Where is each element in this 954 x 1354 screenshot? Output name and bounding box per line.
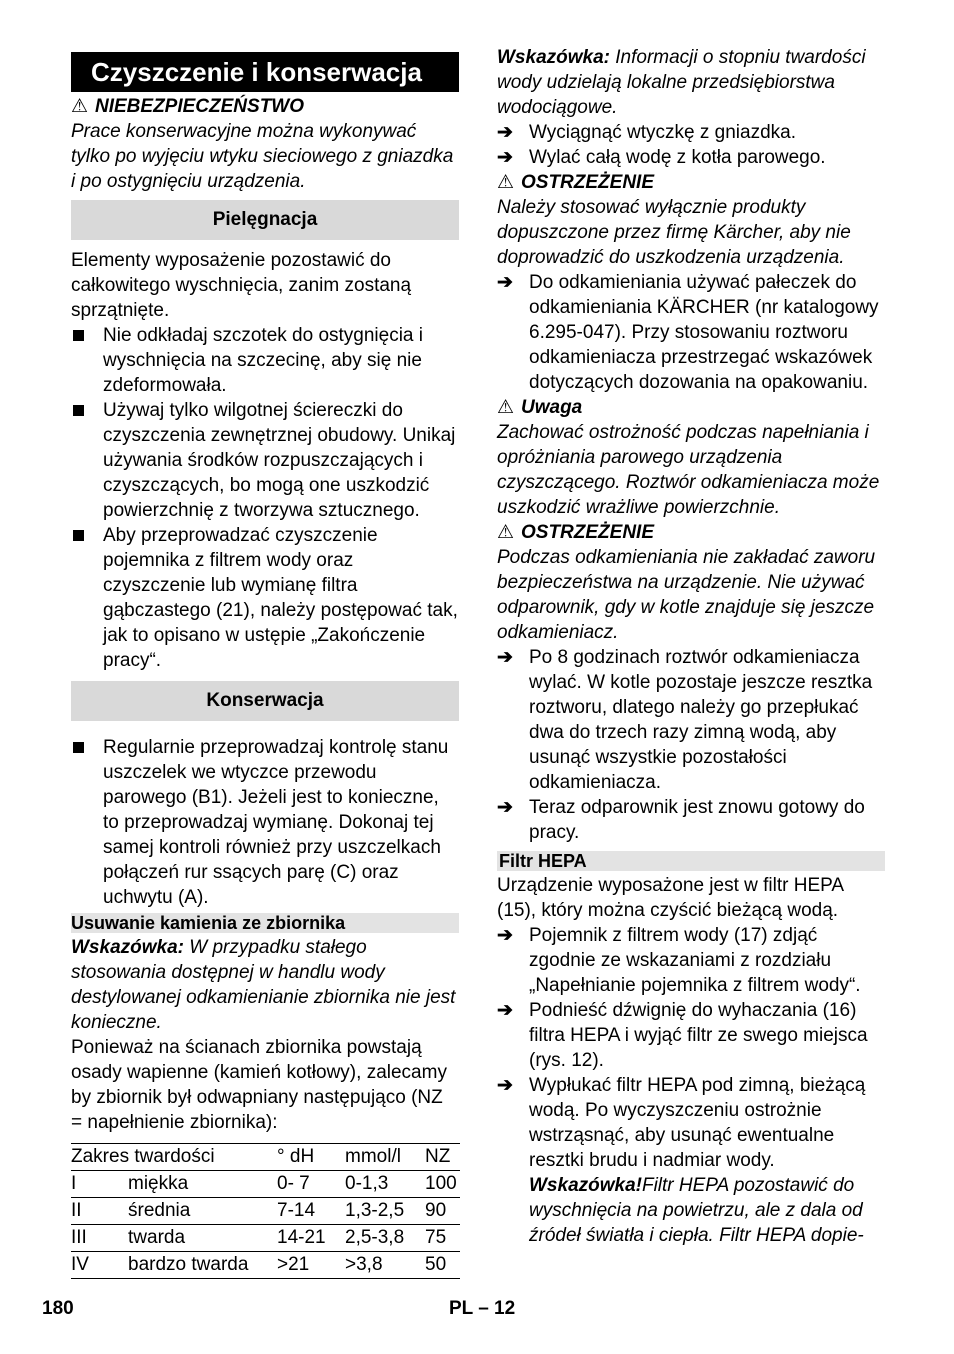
- list-item: ➔ Wyciągnąć wtyczkę z gniazdka.: [497, 122, 796, 143]
- table-row: [71, 1225, 460, 1252]
- table-row: [71, 1171, 460, 1198]
- care-heading: Pielęgnacja: [71, 200, 459, 240]
- square-bullet-icon: [73, 530, 84, 541]
- table-cell: >3,8: [345, 1254, 383, 1275]
- table-header-cell: Zakres twardości: [71, 1146, 215, 1167]
- list-item: Aby przeprowadzać czyszczenie pojemnika z filtrem wody oraz czyszczenie lub wymianę filtra gąbczastego (21), należy postępować tak, jak to opisano w ustępie „Zakończenie pracy“.: [71, 523, 459, 673]
- list-item: ➔ Wypłukać filtr HEPA pod zimną, bieżącą wodą. Po wyczyszczeniu ostrożnie wstrząsnąć, aby usunąć ewentualne resztki brudu i nadmiar wody.: [497, 1075, 866, 1171]
- descaling-heading: Usuwanie kamienia ze zbiornika: [71, 913, 459, 933]
- table-cell: bardzo twarda: [128, 1254, 249, 1275]
- arrow-right-icon: ➔: [497, 147, 513, 168]
- warning-text: Należy stosować wyłącznie produkty dopuszczone przez firmę Kärcher, aby nie doprowadzić do uszkodzenia urządzenia.: [497, 197, 851, 268]
- table-cell: 100: [425, 1173, 457, 1194]
- list-item: Regularnie przeprowadzaj kontrolę stanu uszczelek we wtyczce przewodu parowego (B1). Jeżeli jest to konieczne, to przeprowadzaj wymianę. Dokonaj tej samej kontroli również przy uszczelkach połączeń rur ssących parę (C) oraz uchwytu (A).: [71, 735, 459, 910]
- table-header-row: [71, 1144, 460, 1171]
- warning-triangle-icon: ⚠: [497, 397, 515, 418]
- warning-triangle-icon: ⚠: [497, 522, 515, 543]
- table-cell: 75: [425, 1227, 447, 1248]
- list-item: ➔ Pojemnik z filtrem wody (17) zdjąć zgodnie ze wskazaniami z rozdziału „Napełnianie pojemnika z filtrem wody“.: [497, 925, 861, 996]
- page-label: PL – 12: [449, 1298, 516, 1319]
- table-cell: miękka: [128, 1173, 189, 1194]
- table-header-cell: ° dH: [277, 1146, 315, 1167]
- descaling-note: Wskazówka: W przypadku stałego stosowania dostępnej w handlu wody destylowanej odkamienianie zbiornika nie jest konieczne.: [71, 937, 456, 1033]
- danger-heading: ⚠ NIEBEZPIECZEŃSTWO: [71, 96, 305, 117]
- table-row: [71, 1198, 460, 1225]
- warning-heading: ⚠ OSTRZEŻENIE: [497, 522, 655, 543]
- list-item: Używaj tylko wilgotnej ściereczki do czyszczenia zewnętrznej obudowy. Unikaj używania środków rozpuszczających i czyszczących, bo mogą one uszkodzić powierzchnię z tworzywa sztucznego.: [71, 398, 459, 523]
- hepa-intro: Urządzenie wyposażone jest w filtr HEPA (15), który można czyścić bieżącą wodą.: [497, 875, 844, 921]
- table-cell: 7-14: [277, 1200, 316, 1221]
- caution-text: Zachować ostrożność podczas napełniania i opróżniania parowego urządzenia czyszczącego. Roztwór odkamieniacza może uszkodzić wrażliwe powierzchnie.: [497, 422, 880, 518]
- danger-text: Prace konserwacyjne można wykonywać tylko po wyjęciu wtyku sieciowego z gniazdka i po ostygnięciu urządzenia.: [71, 121, 454, 192]
- arrow-right-icon: ➔: [497, 122, 513, 143]
- table-cell: 90: [425, 1200, 447, 1221]
- hardness-hint: Wskazówka: Informacji o stopniu twardości wody udzielają lokalne przedsiębiorstwa wodociągowe.: [497, 47, 866, 118]
- table-row: [71, 1252, 460, 1279]
- warning-triangle-icon: ⚠: [497, 172, 515, 193]
- table-cell: III: [71, 1227, 87, 1248]
- table-cell: I: [71, 1173, 77, 1194]
- page-number: 180: [42, 1298, 74, 1319]
- square-bullet-icon: [73, 405, 84, 416]
- table-cell: 14-21: [277, 1227, 326, 1248]
- list-item: ➔ Po 8 godzinach roztwór odkamieniacza wylać. W kotle pozostaje jeszcze resztka roztworu, dlatego należy go przepłukać dwa do trzech razy zimną wodą, aby usunąć wszystkie pozostałości odkamieniacza.: [497, 647, 873, 793]
- square-bullet-icon: [73, 742, 84, 753]
- caution-heading: ⚠ Uwaga: [497, 397, 583, 418]
- table-cell: >21: [277, 1254, 310, 1275]
- table-cell: 0-1,3: [345, 1173, 389, 1194]
- table-cell: średnia: [128, 1200, 191, 1221]
- left-column: [71, 45, 459, 1279]
- list-item: Nie odkładaj szczotek do ostygnięcia i wyschnięcia na szczecinę, aby się nie zdeformowała.: [71, 323, 459, 398]
- care-intro: Elementy wyposażenie pozostawić do całkowitego wyschnięcia, zanim zostaną sprzątnięte.: [71, 250, 412, 321]
- maintenance-heading: Konserwacja: [71, 681, 459, 721]
- arrow-right-icon: ➔: [497, 1075, 513, 1096]
- warning-triangle-icon: ⚠: [71, 96, 89, 117]
- table-cell: II: [71, 1200, 82, 1221]
- warning-text: Podczas odkamieniania nie zakładać zaworu bezpieczeństwa na urządzenie. Nie używać odparownik, gdy w kotle znajduje się jeszcze odkamieniacz.: [497, 547, 876, 643]
- table-cell: IV: [71, 1254, 89, 1275]
- list-item: ➔ Do odkamieniania używać pałeczek do odkamieniania KÄRCHER (nr katalogowy 6.295-047). Przy stosowaniu roztworu odkamieniacza przestrzegać wskazówek dotyczących dozowania na opakowaniu.: [497, 272, 879, 393]
- arrow-right-icon: ➔: [497, 647, 513, 668]
- hardness-table: [71, 1143, 460, 1279]
- table-cell: 1,3-2,5: [345, 1200, 405, 1221]
- square-bullet-icon: [73, 330, 84, 341]
- arrow-right-icon: ➔: [497, 272, 513, 293]
- section-title: Czyszczenie i konserwacja: [71, 52, 459, 92]
- right-column: [497, 45, 885, 1248]
- table-cell: twarda: [128, 1227, 186, 1248]
- arrow-right-icon: ➔: [497, 1000, 513, 1021]
- hepa-note: Wskazówka!Filtr HEPA pozostawić do wyschnięcia na powietrzu, ale z dala od źródeł światła i ciepła. Filtr HEPA dopie-: [529, 1175, 864, 1246]
- table-header-cell: NZ: [425, 1146, 451, 1167]
- list-item: ➔ Wylać całą wodę z kotła parowego.: [497, 147, 826, 168]
- warning-heading: ⚠ OSTRZEŻENIE: [497, 172, 655, 193]
- hepa-heading: Filtr HEPA: [497, 851, 885, 871]
- table-header-cell: mmol/l: [345, 1146, 401, 1167]
- table-cell: 50: [425, 1254, 447, 1275]
- descaling-text: Ponieważ na ścianach zbiornika powstają osady wapienne (kamień kotłowy), zalecamy by zbiornik był odwapniany następująco (NZ = napełnienie zbiornika):: [71, 1037, 447, 1133]
- list-item: ➔ Teraz odparownik jest znowu gotowy do pracy.: [497, 797, 865, 843]
- arrow-right-icon: ➔: [497, 797, 513, 818]
- table-cell: 0- 7: [277, 1173, 310, 1194]
- table-cell: 2,5-3,8: [345, 1227, 405, 1248]
- list-item: ➔ Podnieść dźwignię do wyhaczania (16) filtra HEPA i wyjąć filtr ze swego miejsca (rys. 12).: [497, 1000, 868, 1071]
- arrow-right-icon: ➔: [497, 925, 513, 946]
